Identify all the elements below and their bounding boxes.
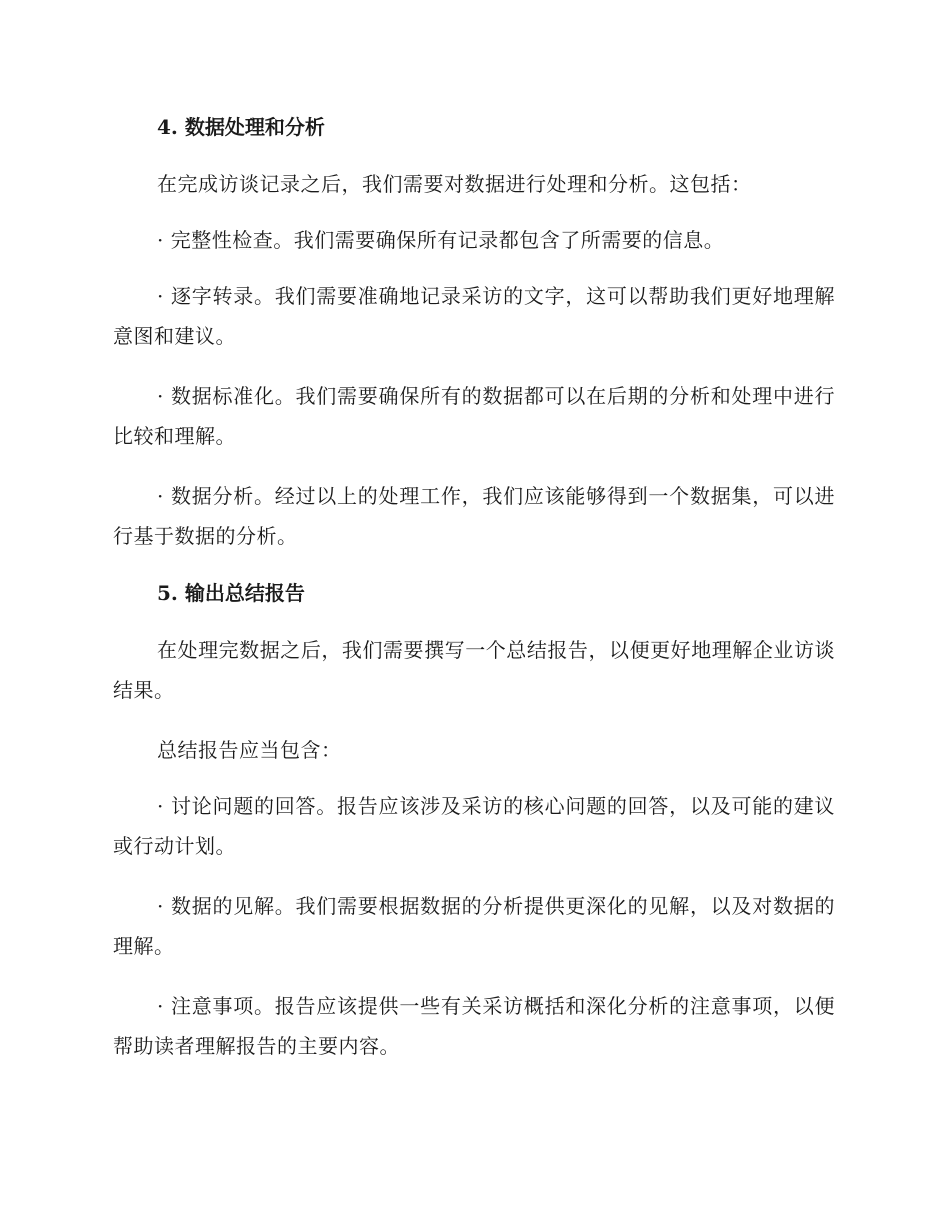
section-heading-4: 4. 数据处理和分析 — [157, 115, 325, 139]
bullet-verbatim-transcription: · 逐字转录。我们需要准确地记录采访的文字，这可以帮助我们更好地理解意图和建议。 — [113, 284, 835, 348]
paragraph-intro-5: 在处理完数据之后，我们需要撰写一个总结报告，以便更好地理解企业访谈结果。 — [113, 638, 835, 702]
paragraph-report-contents: 总结报告应当包含： — [157, 738, 342, 762]
bullet-data-analysis: · 数据分析。经过以上的处理工作，我们应该能够得到一个数据集，可以进行基于数据的分析。 — [113, 484, 835, 548]
bullet-data-insights: · 数据的见解。我们需要根据数据的分析提供更深化的见解，以及对数据的理解。 — [113, 894, 835, 958]
bullet-data-standardization: · 数据标准化。我们需要确保所有的数据都可以在后期的分析和处理中进行比较和理解。 — [113, 384, 835, 448]
bullet-completeness-check: · 完整性检查。我们需要确保所有记录都包含了所需要的信息。 — [157, 228, 725, 252]
paragraph-intro-4: 在完成访谈记录之后，我们需要对数据进行处理和分析。这包括： — [157, 172, 752, 196]
bullet-discussion-answers: · 讨论问题的回答。报告应该涉及采访的核心问题的回答，以及可能的建议或行动计划。 — [113, 794, 835, 858]
document-page — [113, 110, 835, 1086]
bullet-notes: · 注意事项。报告应该提供一些有关采访概括和深化分析的注意事项，以便帮助读者理解报告的主要内容。 — [113, 994, 835, 1058]
section-heading-5: 5. 输出总结报告 — [157, 581, 305, 605]
